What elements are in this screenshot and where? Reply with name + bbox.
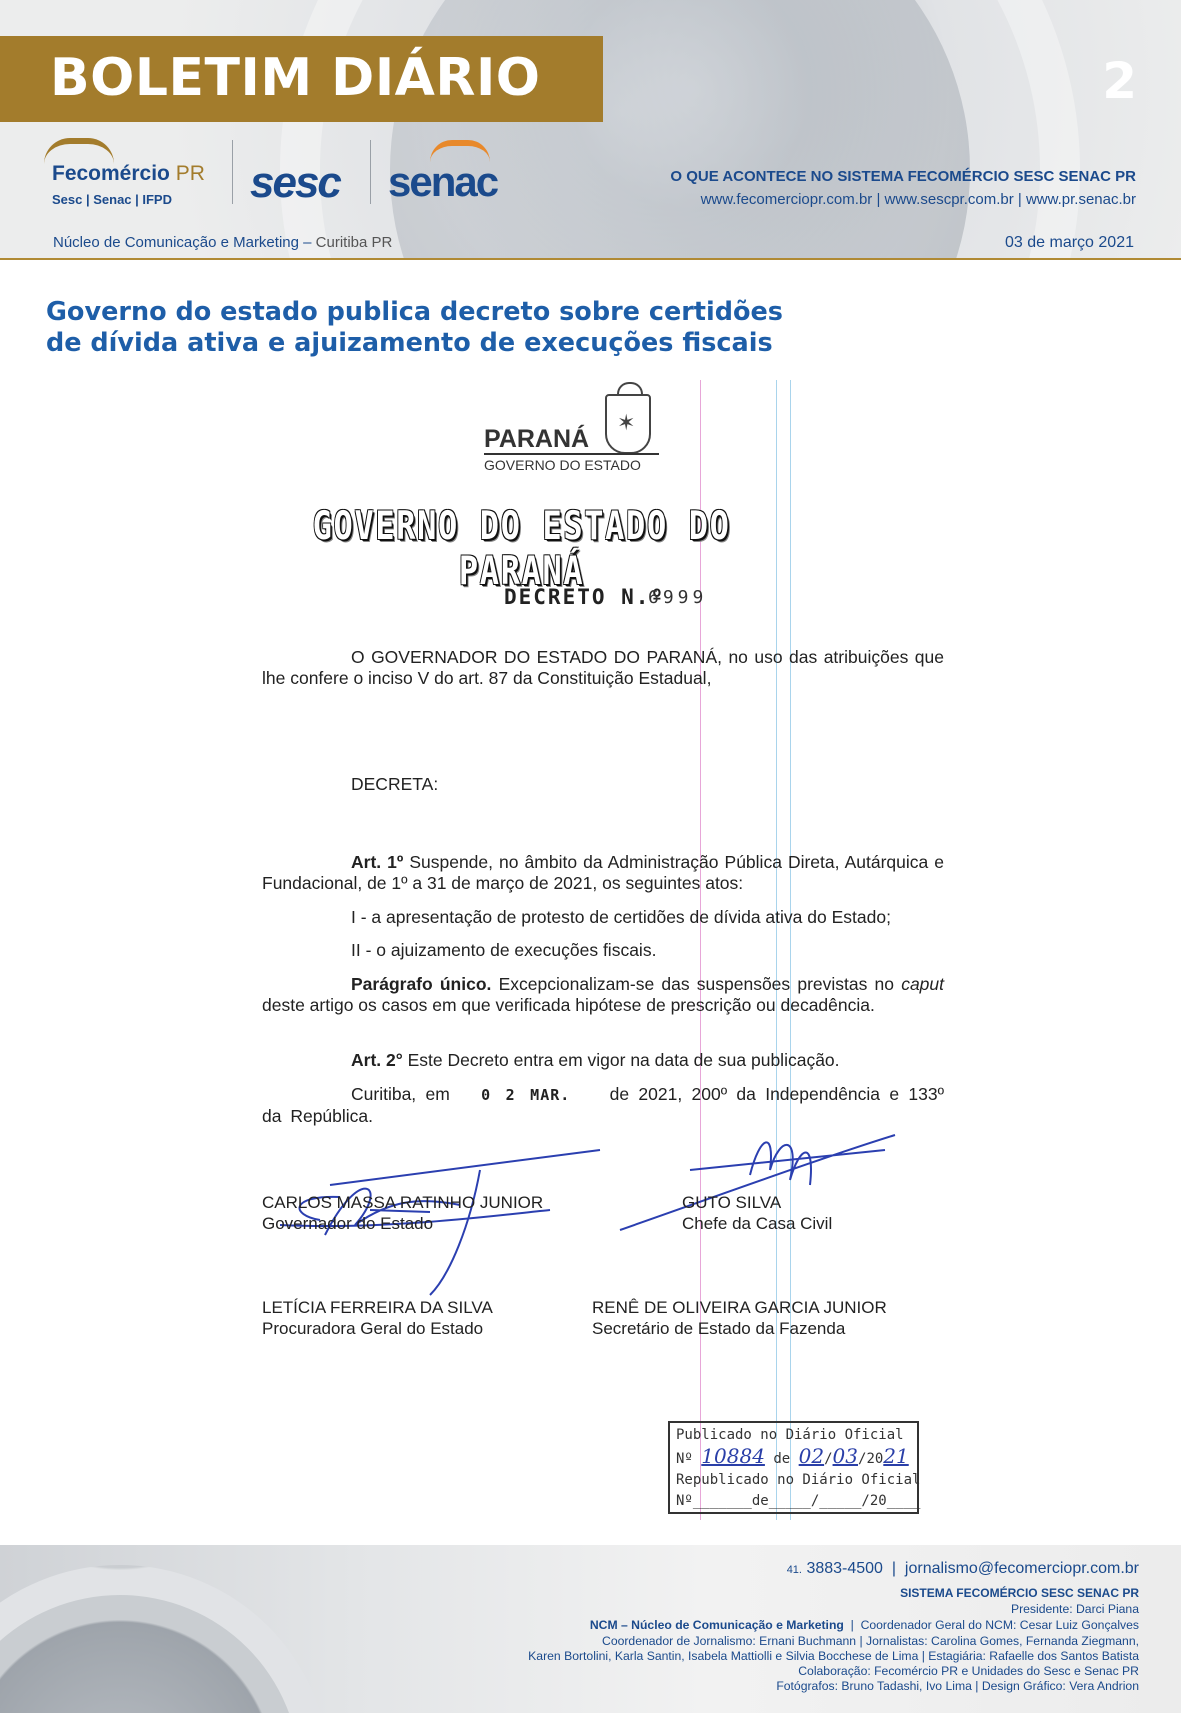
stamp-year: 21 bbox=[883, 1444, 909, 1468]
signatory-block bbox=[262, 1297, 493, 1339]
closing-place: Curitiba, em bbox=[351, 1084, 450, 1104]
signatory-role: Secretário de Estado da Fazenda bbox=[592, 1319, 846, 1338]
stamp-edition-line: Nº 10884 de 02/03/2021 bbox=[676, 1444, 909, 1468]
fecomercio-swoosh-icon bbox=[44, 138, 114, 164]
ncm-coordinator: Coordenador Geral do NCM: Cesar Luiz Gonçalves bbox=[860, 1618, 1139, 1632]
fecomercio-name: Fecomércio bbox=[52, 162, 170, 185]
article-2-text: Este Decreto entra em vigor na data de sua publicação. bbox=[402, 1050, 840, 1070]
coat-of-arms-icon: ✶ bbox=[605, 394, 651, 454]
signatory-block bbox=[682, 1192, 832, 1234]
footer-credits: Colaboração: Fecomércio PR e Unidades do Sesc e Senac PR bbox=[798, 1664, 1139, 1678]
signatory-role: Procuradora Geral do Estado bbox=[262, 1319, 484, 1338]
parana-logo-subtitle: GOVERNO DO ESTADO bbox=[484, 457, 641, 473]
websites[interactable]: www.fecomerciopr.com.br | www.sescpr.com.br | www.pr.senac.br bbox=[700, 191, 1136, 208]
paragrafo-text: Excepcionalizam-se das suspensões previstas no bbox=[491, 974, 902, 994]
decree-number: 6999 bbox=[648, 587, 708, 608]
fecomercio-subbrands: Sesc | Senac | IFPD bbox=[52, 192, 172, 207]
separator: | bbox=[847, 1618, 858, 1632]
stamp-month: 03 bbox=[832, 1444, 858, 1468]
stamp-year-prefix: 20 bbox=[866, 1451, 884, 1467]
decree-document bbox=[0, 380, 1181, 1520]
article-1 bbox=[262, 852, 944, 894]
header bbox=[0, 0, 1181, 260]
ncm-label: NCM – Núcleo de Comunicação e Marketing bbox=[589, 1618, 844, 1632]
logo-underline bbox=[484, 453, 659, 455]
phone[interactable]: 3883-4500 bbox=[806, 1560, 883, 1577]
date-stamp: 0 2 MAR. bbox=[481, 1086, 571, 1104]
signatory-role: Governador do Estado bbox=[262, 1214, 434, 1233]
footer-contact bbox=[787, 1560, 1139, 1578]
department-name: Núcleo de Comunicação e Marketing – bbox=[53, 234, 312, 251]
stamp-day: 02 bbox=[798, 1444, 825, 1468]
decreta: DECRETA: bbox=[351, 774, 439, 794]
signatory-name: CARLOS MASSA RATINHO JUNIOR bbox=[262, 1193, 544, 1212]
article-2 bbox=[262, 1050, 944, 1071]
separator: | bbox=[887, 1560, 901, 1577]
sesc-logo: sesc bbox=[250, 158, 340, 207]
stamp-line: Publicado no Diário Oficial bbox=[676, 1427, 904, 1443]
senac-logo: senac bbox=[388, 158, 498, 205]
fecomercio-logo bbox=[38, 138, 228, 208]
closing-date: de 2021, 200º da Independência e 133º da República. bbox=[262, 1084, 944, 1126]
stamp-de: de bbox=[773, 1451, 791, 1467]
paragrafo-label: Parágrafo único. bbox=[351, 974, 492, 994]
page-number: 2 bbox=[1102, 52, 1137, 110]
department-city: Curitiba PR bbox=[315, 234, 393, 251]
signatory-role: Chefe da Casa Civil bbox=[682, 1214, 833, 1233]
stamp-line: Republicado no Diário Oficial bbox=[676, 1472, 921, 1488]
stamp-edition: 10884 bbox=[701, 1444, 765, 1468]
department bbox=[53, 234, 392, 251]
footer-credits: Coordenador de Jornalismo: Ernani Buchmann | Jornalistas: Carolina Gomes, Fernanda Ziegmann, bbox=[602, 1634, 1139, 1648]
preamble: O GOVERNADOR DO ESTADO DO PARANÁ, no uso das atribuições que lhe confere o inciso V do art. 87 da Constituição Estadual, bbox=[262, 647, 944, 688]
article-1-text: Suspende, no âmbito da Administração Pública Direta, Autárquica e Fundacional, de 1º a 31 de março de 2021, os seguintes atos: bbox=[262, 852, 944, 893]
footer-credits: Karen Bortolini, Karla Santin, Isabela Mattiolli e Silvia Bocchese de Lima | Estagiária: Rafaelle dos Santos Batista bbox=[528, 1649, 1139, 1663]
fecomercio-pr: PR bbox=[175, 162, 205, 185]
footer bbox=[0, 1545, 1181, 1713]
signatory-name: LETÍCIA FERREIRA DA SILVA bbox=[262, 1298, 493, 1317]
stamp-line: Nº_______de_____/_____/20____ bbox=[676, 1493, 921, 1509]
email-link[interactable]: jornalismo@fecomerciopr.com.br bbox=[904, 1560, 1139, 1577]
paragrafo-unico bbox=[262, 974, 944, 1016]
paragrafo-text: deste artigo os casos em que verificada hipótese de prescrição ou decadência. bbox=[262, 995, 875, 1015]
paragrafo-caput: caput bbox=[901, 974, 944, 994]
article-1-label: Art. 1º bbox=[351, 852, 404, 872]
article-title-line: de dívida ativa e ajuizamento de execuções fiscais bbox=[46, 328, 773, 358]
article-title bbox=[46, 297, 946, 359]
tagline: O QUE ACONTECE NO SISTEMA FECOMÉRCIO SESC SENAC PR bbox=[670, 168, 1136, 185]
logo-divider bbox=[370, 140, 371, 204]
newsletter-title: BOLETIM DIÁRIO bbox=[0, 36, 603, 122]
signatory-name: RENÊ DE OLIVEIRA GARCIA JUNIOR bbox=[592, 1298, 887, 1317]
phone-prefix: 41. bbox=[786, 1564, 802, 1576]
signatory-block bbox=[262, 1192, 543, 1234]
decree-label: DECRETO N.º bbox=[504, 585, 666, 609]
footer-ncm bbox=[590, 1618, 1139, 1633]
footer-system: SISTEMA FECOMÉRCIO SESC SENAC PR bbox=[900, 1586, 1139, 1600]
signatory-block bbox=[592, 1297, 887, 1339]
article-title-line: Governo do estado publica decreto sobre certidões bbox=[46, 297, 783, 327]
globe-graphic bbox=[0, 1565, 330, 1713]
item-2: II - o ajuizamento de execuções fiscais. bbox=[351, 940, 657, 960]
publication-stamp bbox=[668, 1421, 919, 1514]
issue-date: 03 de março 2021 bbox=[1005, 234, 1134, 251]
logo-divider bbox=[232, 140, 233, 204]
article-2-label: Art. 2° bbox=[351, 1050, 403, 1070]
parana-logo-text: PARANÁ bbox=[484, 425, 590, 453]
signatory-name: GUTO SILVA bbox=[682, 1193, 782, 1212]
document-heading: GOVERNO DO ESTADO DO PARANÁ bbox=[312, 504, 731, 594]
footer-credits: Fotógrafos: Bruno Tadashi, Ivo Lima | Design Gráfico: Vera Andrion bbox=[776, 1679, 1139, 1693]
item-1: I - a apresentação de protesto de certidões de dívida ativa do Estado; bbox=[351, 907, 891, 927]
footer-president: Presidente: Darci Piana bbox=[1010, 1602, 1139, 1616]
stamp-no-label: Nº bbox=[676, 1451, 693, 1467]
